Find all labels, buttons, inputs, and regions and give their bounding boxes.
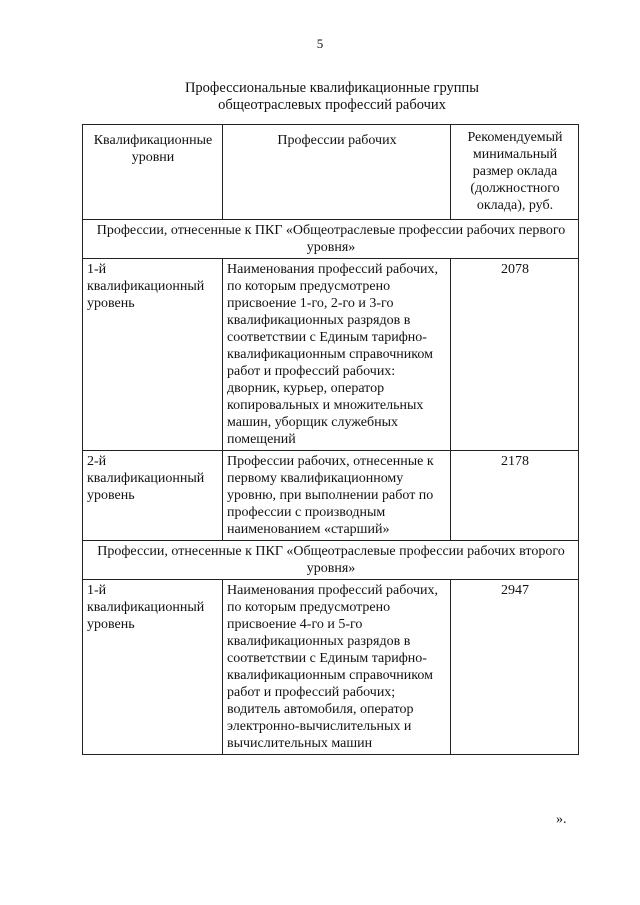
group-row (83, 220, 579, 259)
salary-cell: 2078 (451, 259, 579, 451)
level-cell: 2-й квалификационный уровень (83, 451, 223, 541)
group-row (83, 541, 579, 580)
title-line-2: общеотраслевых профессий рабочих (218, 97, 446, 113)
qualification-groups-table (82, 124, 579, 755)
level-cell: 1-й квалификационный уровень (83, 580, 223, 755)
table-row (83, 259, 579, 451)
description-cell: Профессии рабочих, отнесенные к первому квалификационному уровню, при выполнении работ по профессии с производным наименованием «старший» (223, 451, 451, 541)
document-title (82, 80, 582, 114)
table-row (83, 580, 579, 755)
description-cell: Наименования профессий рабочих, по которым предусмотрено присвоение 4-го и 5-го квалификационных разрядов в соответствии с Единым тарифно-квалификационным справочником работ и профессий рабочих; водитель автомобиля, оператор электронно-вычислительных и вычислительных машин (223, 580, 451, 755)
salary-cell: 2947 (451, 580, 579, 755)
header-salary: Рекомендуемый минимальный размер оклада (должностного оклада), руб. (451, 125, 579, 220)
header-professions: Профессии рабочих (223, 125, 451, 220)
level-cell: 1-й квалификационный уровень (83, 259, 223, 451)
table-row (83, 451, 579, 541)
group-title: Профессии, отнесенные к ПКГ «Общеотраслевые профессии рабочих второго уровня» (83, 541, 579, 580)
closing-quote-mark: ». (556, 812, 567, 827)
salary-cell: 2178 (451, 451, 579, 541)
page-number: 5 (316, 36, 324, 51)
description-cell: Наименования профессий рабочих, по которым предусмотрено присвоение 1-го, 2-го и 3-го квалификационных разрядов в соответствии с Единым тарифно-квалификационным справочником работ и профессий рабочих: дворник, курьер, оператор копировальных и множительных машин, уборщик служебных помещений (223, 259, 451, 451)
table-header-row (83, 125, 579, 220)
header-level: Квалификационные уровни (83, 125, 223, 220)
group-title: Профессии, отнесенные к ПКГ «Общеотраслевые профессии рабочих первого уровня» (83, 220, 579, 259)
title-line-1: Профессиональные квалификационные группы (184, 80, 480, 96)
